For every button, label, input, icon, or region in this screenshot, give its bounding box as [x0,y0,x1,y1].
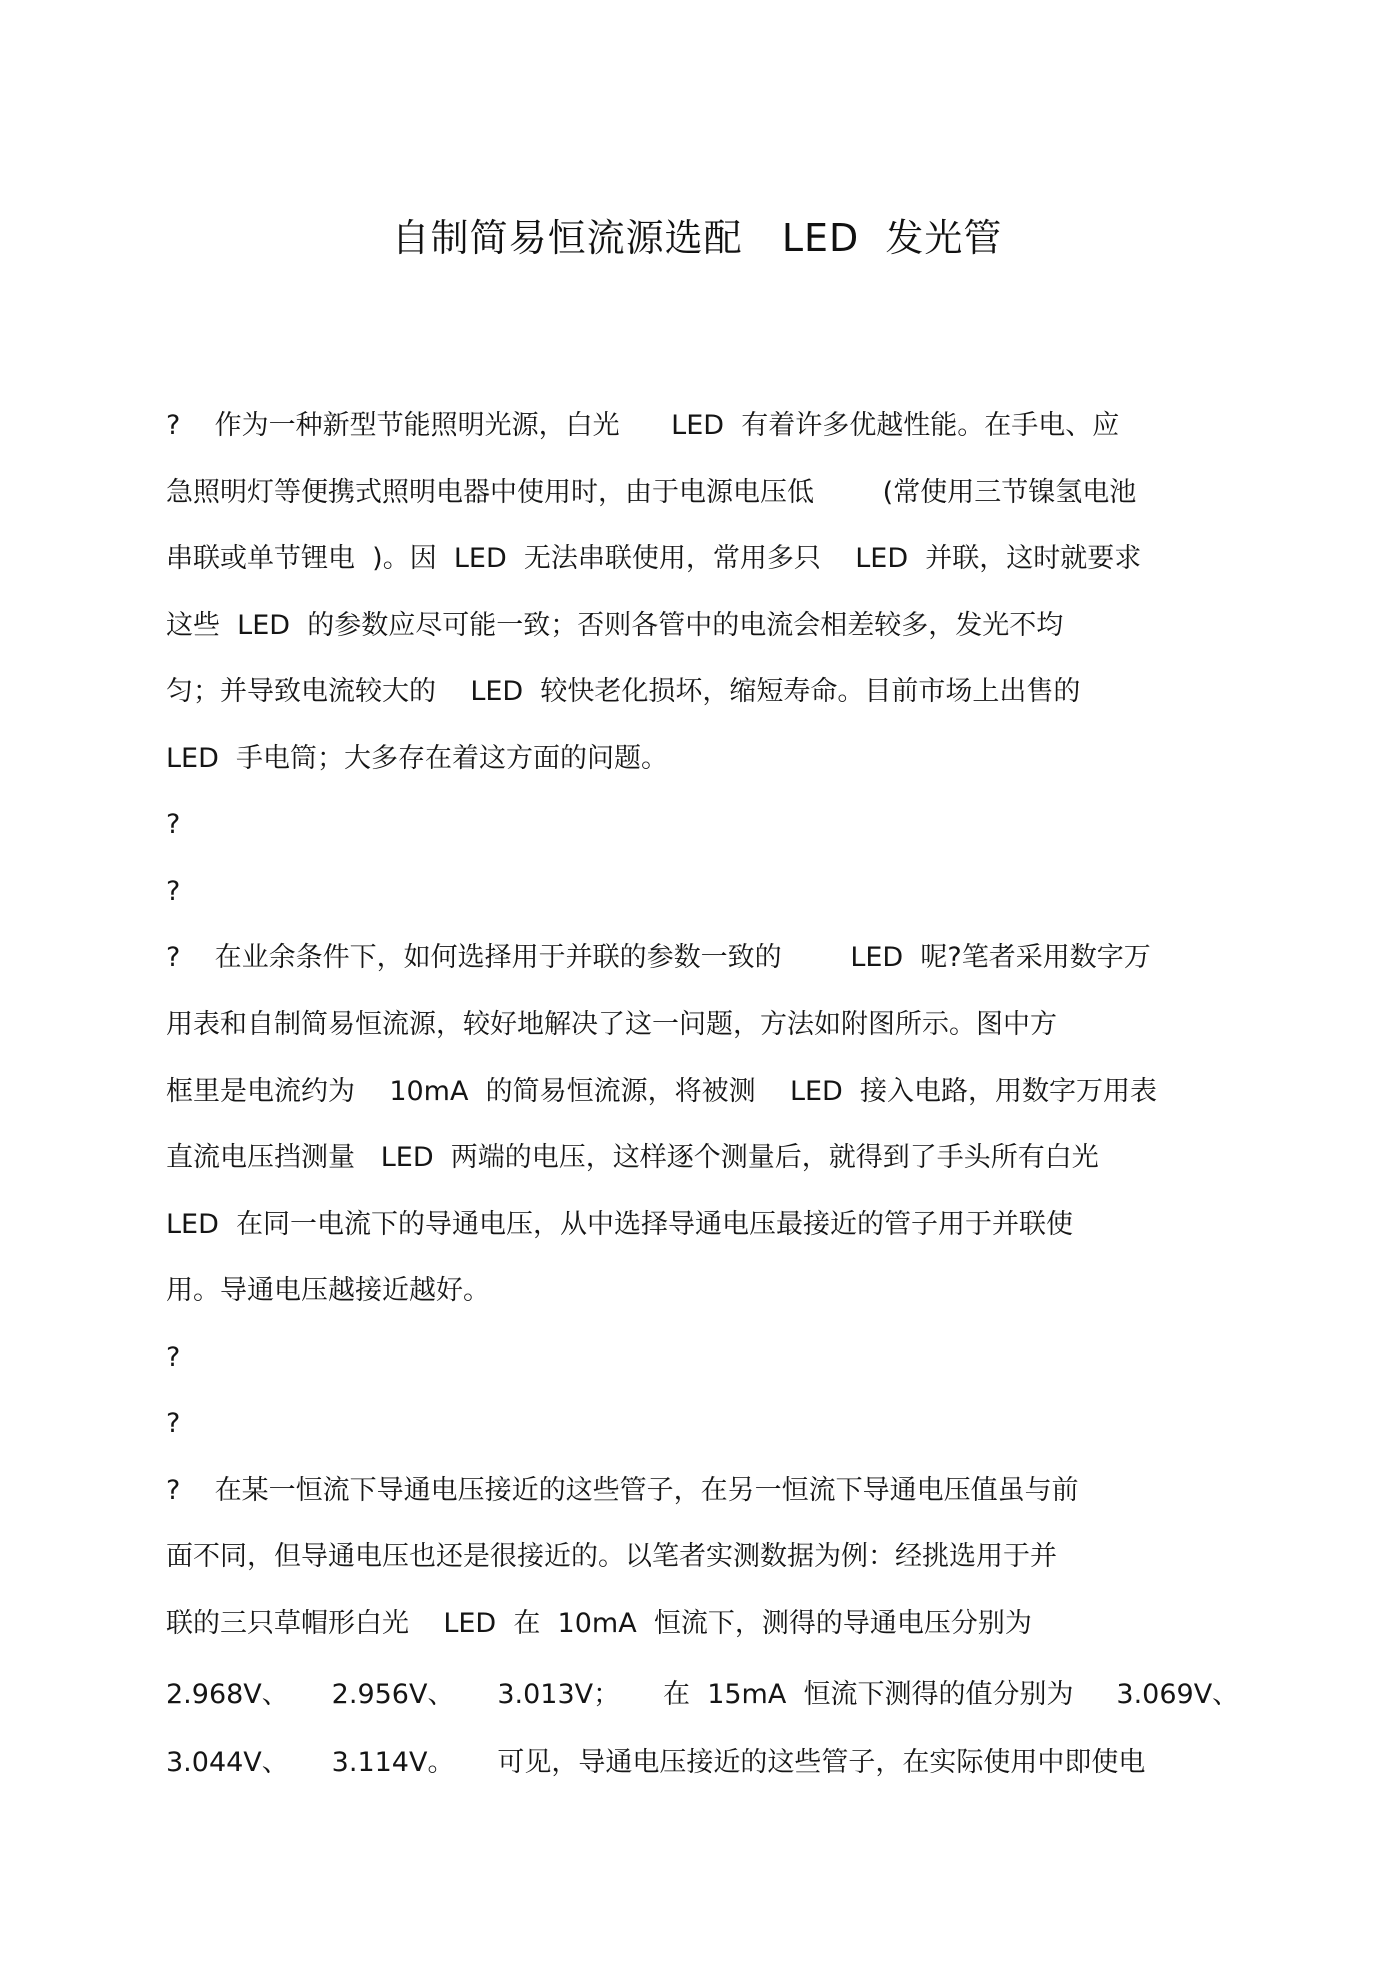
paragraph-marker: ? [166,809,181,840]
paragraph-line: 面不同，但导通电压也还是很接近的。以笔者实测数据为例：经挑选用于并 [166,1541,1057,1572]
paragraph-line: LED 手电筒；大多存在着这方面的问题。 [166,743,669,774]
paragraph-line: LED 在同一电流下的导通电压，从中选择导通电压最接近的管子用于并联使 [166,1209,1074,1240]
paragraph-line: 直流电压挡测量 LED 两端的电压，这样逐个测量后，就得到了手头所有白光 [166,1142,1099,1173]
paragraph-line: ? 作为一种新型节能照明光源，白光 LED 有着许多优越性能。在手电、应 [166,410,1120,441]
paragraph-line: 用。导通电压越接近越好。 [166,1275,490,1306]
paragraph-line: 这些 LED 的参数应尽可能一致；否则各管中的电流会相差较多，发光不均 [166,610,1064,641]
paragraph-line: 匀；并导致电流较大的 LED 较快老化损坏，缩短寿命。目前市场上出售的 [166,676,1081,707]
paragraph-marker: ? [166,1342,181,1373]
document-title: 自制简易恒流源选配 LED 发光管 [391,216,1003,260]
paragraph-marker: ? [166,876,181,907]
paragraph-marker: ? [166,1408,181,1439]
paragraph-line: 串联或单节锂电 )。因 LED 无法串联使用，常用多只 LED 并联，这时就要求 [166,543,1142,574]
paragraph-line: 2.968V、 2.956V、 3.013V； 在 15mA 恒流下测得的值分别为 3.069V、 [166,1679,1240,1710]
paragraph-line: ? 在某一恒流下导通电压接近的这些管子，在另一恒流下导通电压值虽与前 [166,1475,1079,1506]
paragraph-line: 用表和自制简易恒流源，较好地解决了这一问题，方法如附图所示。图中方 [166,1009,1057,1040]
paragraph-line: 3.044V、 3.114V。 可见，导通电压接近的这些管子，在实际使用中即使电 [166,1747,1146,1778]
paragraph-line: ? 在业余条件下，如何选择用于并联的参数一致的 LED 呢?笔者采用数字万 [166,942,1151,973]
paragraph-line: 急照明灯等便携式照明电器中使用时，由于电源电压低 (常使用三节镍氢电池 [166,477,1137,508]
paragraph-line: 联的三只草帽形白光 LED 在 10mA 恒流下，测得的导通电压分别为 [166,1608,1032,1639]
paragraph-line: 框里是电流约为 10mA 的简易恒流源，将被测 LED 接入电路，用数字万用表 [166,1076,1158,1107]
